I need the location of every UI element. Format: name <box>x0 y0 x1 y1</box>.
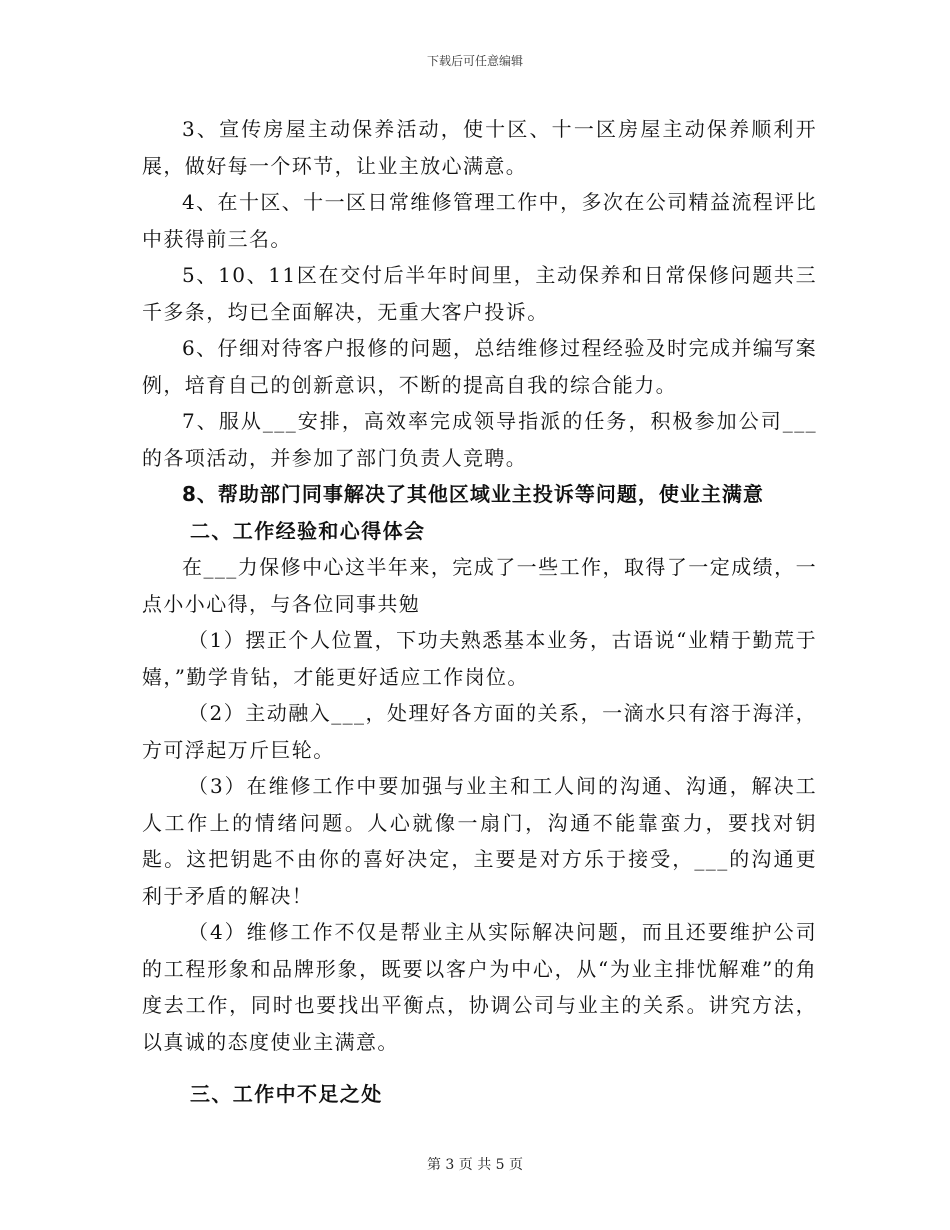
paragraph-item-3: 3、宣传房屋主动保养活动，使十区、十一区房屋主动保养顺利开展，做好每一个环节，让业主放心满意。 <box>142 117 817 178</box>
paragraph-item-7: 7、服从___安排，高效率完成领导指派的任务，积极参加公司___的各项活动，并参加了部门负责人竞聘。 <box>142 409 817 470</box>
section-heading-2: 二、工作经验和心得体会 <box>190 518 426 543</box>
paragraph-sub-3: （3）在维修工作中要加强与业主和工人间的沟通、沟通，解决工人工作上的情绪问题。人心就像一扇门，沟通不能靠蛮力，要找对钥匙。这把钥匙不由你的喜好决定，主要是对方乐于接受，___的沟通更利于矛盾的解决！ <box>142 774 817 908</box>
paragraph-sub-1: （1）摆正个人位置，下功夫熟悉基本业务，古语说“业精于勤荒于嬉，”勤学肯钻，才能更好适应工作岗位。 <box>142 628 817 689</box>
paragraph-item-8: 8、帮助部门同事解决了其他区域业主投诉等问题，使业主满意 <box>182 482 764 506</box>
page-footer: 第 3 页 共 5 页 <box>426 1157 524 1173</box>
paragraph-item-4: 4、在十区、十一区日常维修管理工作中，多次在公司精益流程评比中获得前三名。 <box>142 190 817 251</box>
paragraph-item-5: 5、10、11区在交付后半年时间里，主动保养和日常保修问题共三千多条，均已全面解决，无重大客户投诉。 <box>142 263 817 324</box>
paragraph-sub-2: （2）主动融入___，处理好各方面的关系，一滴水只有溶于海洋，方可浮起万斤巨轮。 <box>142 701 817 762</box>
section-heading-3: 三、工作中不足之处 <box>190 1082 383 1106</box>
document-body <box>142 111 817 1113</box>
paragraph-item-6: 6、仔细对待客户报修的问题，总结维修过程经验及时完成并编写案例，培育自己的创新意识，不断的提高自我的综合能力。 <box>142 336 817 397</box>
paragraph-sub-4: （4）维修工作不仅是帮业主从实际解决问题，而且还要维护公司的工程形象和品牌形象，既要以客户为中心，从“为业主排忧解难”的角度去工作，同时也要找出平衡点，协调公司与业主的关系。讲究方法，以真诚的态度使业主满意。 <box>142 920 817 1054</box>
paragraph-intro: 在___力保修中心这半年来，完成了一些工作，取得了一定成绩，一点小小心得，与各位同事共勉 <box>142 555 817 616</box>
page-header: 下载后可任意编辑 <box>426 54 523 68</box>
